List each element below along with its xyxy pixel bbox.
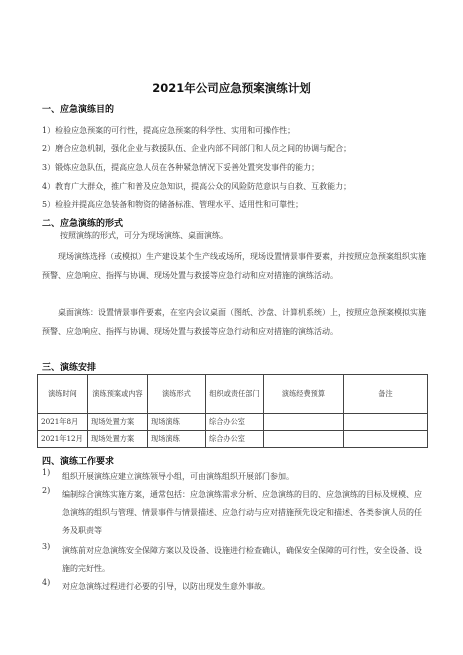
- header-cell: 演练预案或内容: [88, 375, 148, 414]
- table-row: [38, 414, 428, 431]
- section-heading-form: 二、应急演练的形式: [42, 219, 124, 229]
- header-cell: 演练时间: [38, 375, 88, 414]
- document-title: 2021年公司应急预案演练计划: [152, 81, 311, 95]
- table-cell: 现场处置方案: [88, 431, 148, 448]
- header-cell: 备注: [344, 375, 428, 414]
- table-cell: [264, 414, 344, 431]
- table-cell: 现场处置方案: [88, 414, 148, 431]
- requirement-number: 2): [42, 486, 51, 495]
- table-cell: 2021年8月: [38, 414, 88, 431]
- requirement-number: 1): [42, 468, 51, 477]
- section-heading-schedule: 三、演练安排: [42, 363, 97, 373]
- header-cell: 演练经费预算: [264, 375, 344, 414]
- drill-schedule-table: [37, 374, 428, 448]
- field-drill-paragraph: 现场演练选择（或模拟）生产建设某个生产线或场所，现场设置情景事件要素，并按照应急预案组织实施预警、应急响应、指挥与协调、现场处置与救援等应急行动和应对措施的演练活动。: [42, 252, 426, 280]
- section-heading-purpose: 一、应急演练目的: [42, 105, 115, 115]
- table-cell: 2021年12月: [38, 431, 88, 448]
- table-cell: 综合办公室: [206, 431, 264, 448]
- requirement-number: 3): [42, 542, 51, 551]
- table-row: [38, 431, 428, 448]
- table-cell: 现场演练: [148, 431, 206, 448]
- requirement-text: 编制综合演练实施方案，通常包括：应急演练需求分析、应急演练的目的、应急演练的目标及规模、应急演练的组织与管理、情景事件与情景描述、应急行动与应对措施预先设定和描述、各类参演人员的任务及职责等: [62, 490, 422, 535]
- form-intro: 按照演练的形式，可分为现场演练、桌面演练。: [60, 231, 228, 240]
- purpose-item: 5）检验并提高应急装备和物资的储备标准、管理水平、适用性和可靠性；: [42, 200, 304, 209]
- table-cell: 现场演练: [148, 414, 206, 431]
- purpose-item: 4）教育广大群众，推广和普及应急知识，提高公众的风险防范意识与自救、互救能力；: [42, 182, 352, 191]
- purpose-item: 3）锻炼应急队伍，提高应急人员在各种紧急情况下妥善处置突发事件的能力；: [42, 163, 320, 172]
- tabletop-drill-paragraph: 桌面演练：设置情景事件要素，在室内会议桌面（图纸、沙盘、计算机系统）上，按照应急预案模拟实施预警、应急响应、指挥与协调、现场处置与救援等应急行动和应对措施的演练活动。: [42, 308, 426, 336]
- header-cell: 组织或责任部门: [206, 375, 264, 414]
- table-cell: [264, 431, 344, 448]
- header-cell: 演练形式: [148, 375, 206, 414]
- purpose-item: 1）检验应急预案的可行性，提高应急预案的科学性、实用和可操作性；: [42, 126, 296, 135]
- table-cell: [344, 414, 428, 431]
- table-header-row: [38, 375, 428, 414]
- table-cell: [344, 431, 428, 448]
- requirement-text: 组织开展演练应建立演练领导小组，可由演练组织开展部门参加。: [62, 472, 294, 481]
- requirement-text: 对应急演练过程进行必要的引导，以防出现发生意外事故。: [62, 582, 270, 591]
- requirement-text: 演练前对应急演练安全保障方案以及设备、设施进行检查确认，确保安全保障的可行性，安全设备、设施的完好性。: [62, 546, 422, 573]
- table-cell: 综合办公室: [206, 414, 264, 431]
- requirement-number: 4): [42, 578, 51, 587]
- section-heading-requirements: 四、演练工作要求: [42, 457, 115, 467]
- purpose-item: 2）磨合应急机制，强化企业与救援队伍、企业内部不同部门和人员之间的协调与配合；: [42, 144, 352, 153]
